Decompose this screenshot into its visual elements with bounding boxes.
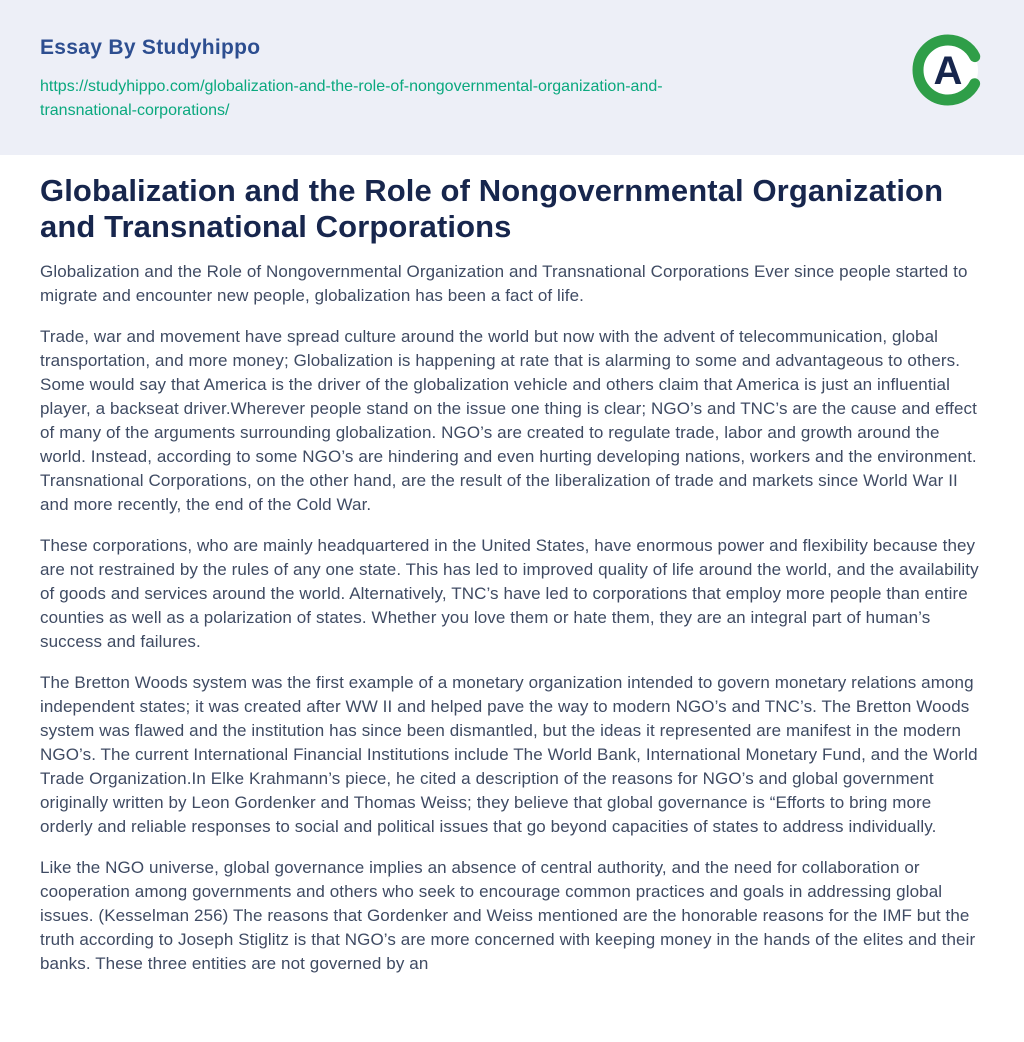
logo-ring-icon bbox=[912, 34, 984, 106]
source-url-line1: https://studyhippo.com/globalization-and-the-role-of-nongovernmental-organization-and- bbox=[40, 78, 663, 95]
source-url-link[interactable] bbox=[40, 75, 860, 123]
essay-paragraph: Trade, war and movement have spread culture around the world but now with the advent of telecommunication, global transportation, and more money; Globalization is happening at rate that is alarming to some and advantageous to others. Some would say that America is the driver of the globalization vehicle and others claim that America is just an influential player, a backseat driver.Wherever people stand on the issue one thing is clear; NGO’s and TNC’s are the cause and effect of many of the arguments surrounding globalization. NGO’s are created to regulate trade, labor and growth around the world. Instead, according to some NGO’s are hindering and even hurting developing nations, workers and the environment. Transnational Corporations, on the other hand, are the result of the liberalization of trade and markets since World War II and more recently, the end of the Cold War. bbox=[40, 327, 977, 515]
essay-paragraph: Globalization and the Role of Nongovernmental Organization and Transnational Corporations Ever since people started to migrate and encounter new people, globalization has been a fact of life. bbox=[40, 262, 968, 306]
essay-paragraph: These corporations, who are mainly headquartered in the United States, have enormous power and flexibility because they are not restrained by the rules of any one state. This has led to improved quality of life around the world, and the availability of goods and services around the world. Alternatively, TNC’s have led to corporations that employ more people than entire counties as well as a polarization of states. Whether you love them or hate them, they are an integral part of human’s success and failures. bbox=[40, 536, 979, 652]
essay-paragraph: Like the NGO universe, global governance implies an absence of central authority, and the need for collaboration or cooperation among governments and others who seek to encourage common practices and goals in addressing global issues. (Kesselman 256) The reasons that Gordenker and Weiss mentioned are the honorable reasons for the IMF but the truth according to Joseph Stiglitz is that NGO’s are more concerned with keeping money in the hands of the elites and their banks. These three entities are not governed by an bbox=[40, 858, 976, 974]
logo-letter: A bbox=[933, 49, 963, 93]
page-header bbox=[0, 0, 1024, 155]
studyhippo-logo bbox=[912, 34, 984, 106]
essay-body bbox=[40, 260, 984, 976]
essay-paragraph: The Bretton Woods system was the first example of a monetary organization intended to govern monetary relations among independent states; it was created after WW II and helped pave the way to modern NGO’s and TNC’s. The Bretton Woods system was flawed and the institution has since been dismantled, but the ideas it represented are manifest in the modern NGO’s. The current International Financial Institutions include The World Bank, International Monetary Fund, and the World Trade Organization.In Elke Krahmann’s piece, he cited a description of the reasons for NGO’s and global government originally written by Leon Gordenker and Thomas Weiss; they believe that global governance is “Efforts to bring more orderly and reliable responses to social and political issues that go beyond capacities of states to address individually. bbox=[40, 673, 978, 837]
source-url-line2: transnational-corporations/ bbox=[40, 102, 230, 119]
essay-title: Globalization and the Role of Nongovernmental Organization and Transnational Corporations bbox=[40, 173, 944, 244]
essay-content bbox=[0, 155, 1024, 1033]
byline: Essay By Studyhippo bbox=[40, 36, 261, 59]
